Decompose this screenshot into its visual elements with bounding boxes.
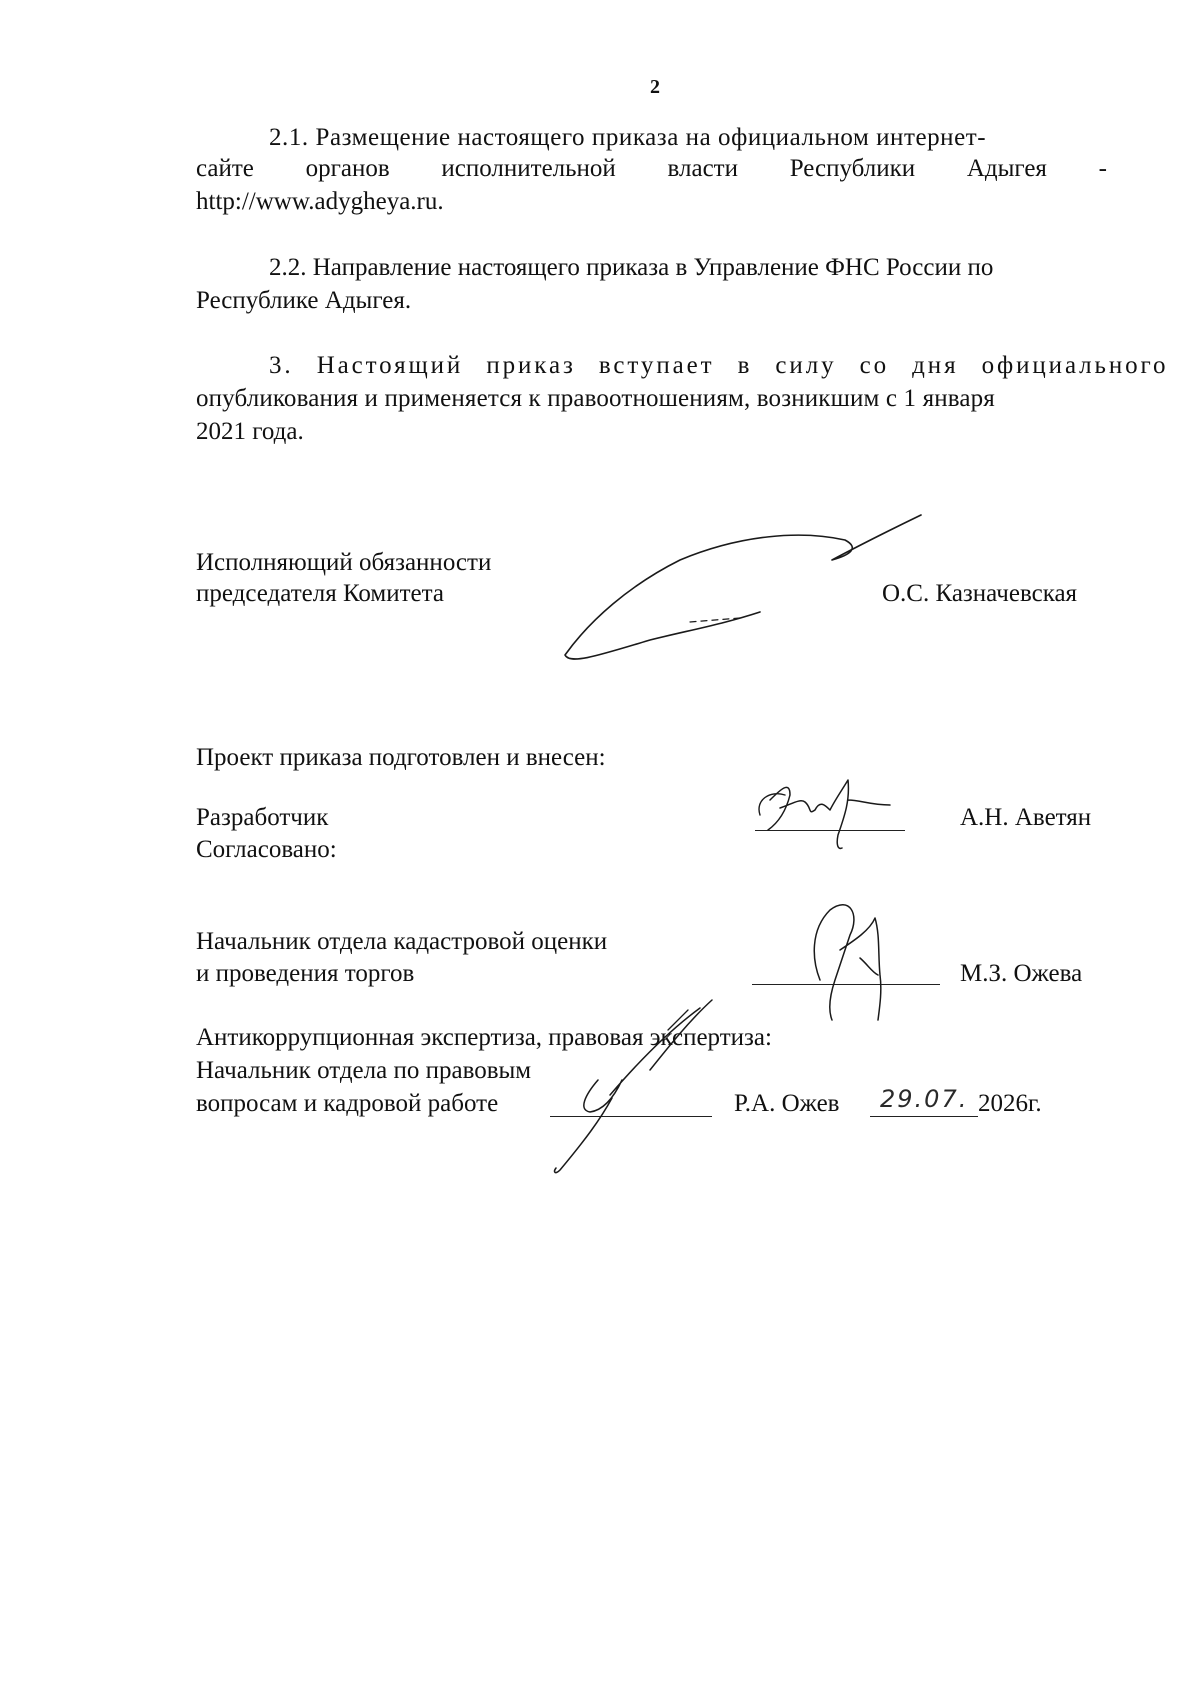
word: исполнительной [441,155,616,182]
expertise-header: Антикоррупционная экспертиза, правовая экспертиза: [196,1024,772,1051]
word: власти [667,155,738,182]
legal-title-line-1: Начальник отдела по правовым [196,1057,532,1084]
signatory-name: О.С. Казначевская [882,580,1078,607]
paragraph-3-line-3: 2021 года. [196,418,304,445]
legal-date-suffix: 2026г. [978,1090,1042,1117]
main-signature-dash-icon [690,618,740,622]
developer-name: А.Н. Аветян [960,804,1092,831]
developer-label: Разработчик [196,804,329,831]
main-signature-icon [565,515,921,659]
paragraph-2-2-line-1: 2.2. Направление настоящего приказа в Управление ФНС России по [269,254,994,281]
word: органов [305,155,390,182]
paragraph-3-line-1: 3. Настоящий приказ вступает в силу со дня официального [269,352,1169,379]
paragraph-2-1-line-1: 2.1. Размещение настоящего приказа на официальном интернет- [269,124,987,151]
legal-signature-line [550,1116,712,1117]
legal-title-line-2: вопросам и кадровой работе [196,1090,499,1117]
legal-date-line [870,1116,978,1117]
head-dept-signature-icon [814,905,881,1020]
word: Адыгея [966,155,1047,182]
paragraph-3-line-2: опубликования и применяется к правоотношениям, возникшим с 1 января [196,385,995,412]
developer-signature-line [755,830,905,831]
head-dept-name: М.З. Ожева [960,960,1083,987]
legal-date-handwritten: 29.07. [880,1085,969,1113]
approvals-header: Проект приказа подготовлен и внесен: [196,744,606,771]
word: Республики [789,155,916,182]
page-number: 2 [650,76,660,98]
developer-signature-icon [768,780,890,848]
word: - [1098,155,1107,182]
head-dept-signature-line [752,984,940,985]
agreed-label: Согласовано: [196,836,337,863]
word: сайте [196,155,254,182]
signatory-title-line-2: председателя Комитета [196,580,444,607]
head-dept-title-line-1: Начальник отдела кадастровой оценки [196,928,608,955]
paragraph-2-1-line-2 [196,153,1107,184]
head-dept-title-line-2: и проведения торгов [196,960,415,987]
developer-signature-loop-icon [759,794,785,815]
paragraph-2-2-line-2: Республике Адыгея. [196,287,412,314]
signatory-title-line-1: Исполняющий обязанности [196,549,492,576]
paragraph-2-1-line-3: http://www.adygheya.ru. [196,188,444,215]
legal-name: Р.А. Ожев [734,1090,840,1117]
